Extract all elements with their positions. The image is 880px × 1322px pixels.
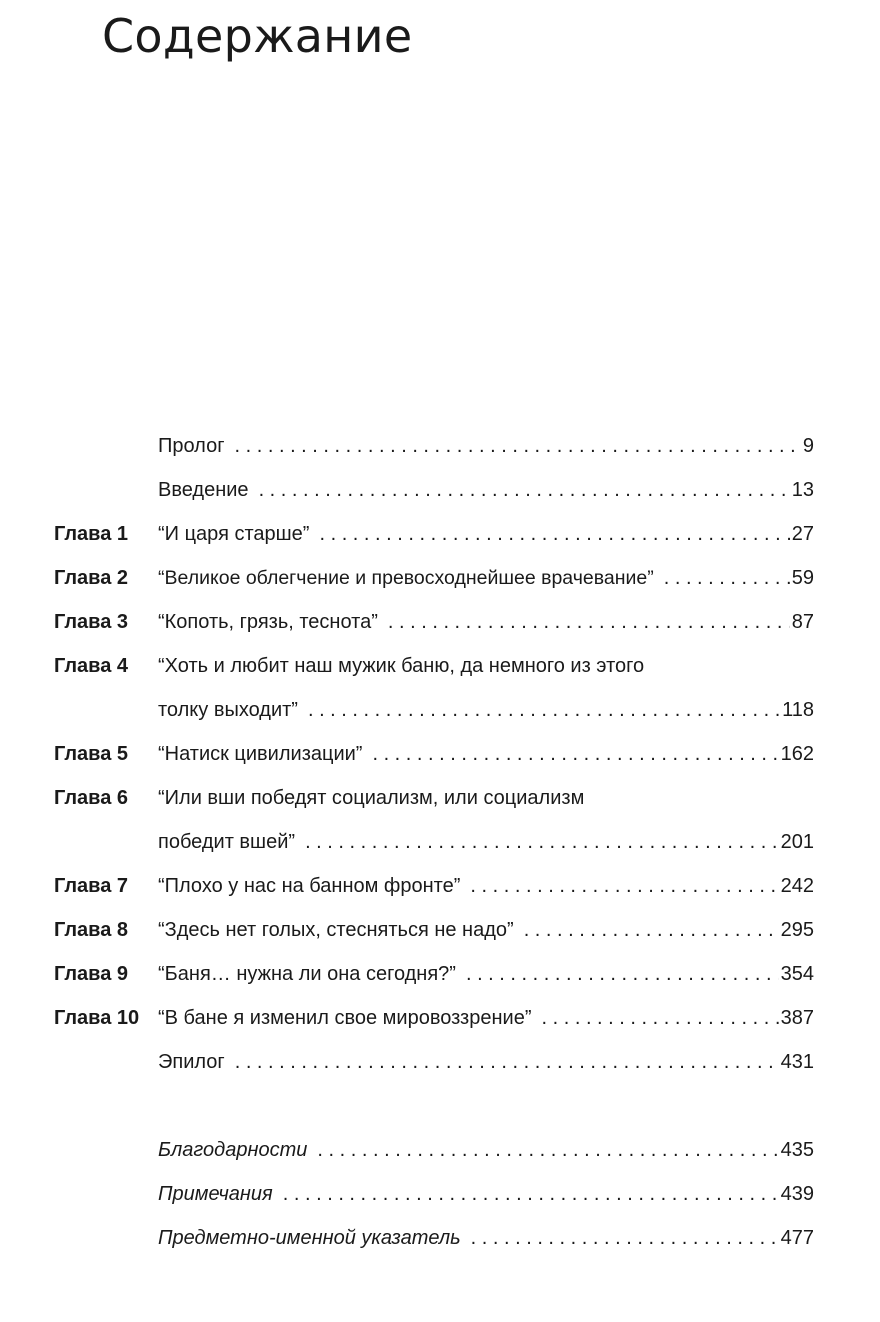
entry-title: “Великое облегчение и превосходнейшее врачевание” <box>158 567 654 589</box>
dot-leader <box>470 872 778 900</box>
toc-entry-epilogue[interactable] <box>0 1040 880 1084</box>
entry-title: Пролог <box>158 435 225 457</box>
dot-leader <box>471 1224 779 1252</box>
dot-leader <box>235 1048 779 1076</box>
page-number: 59 <box>791 567 814 589</box>
chapter-label: Глава 8 <box>54 919 129 941</box>
dot-leader <box>305 828 779 856</box>
toc-entry-introduction[interactable] <box>0 468 880 512</box>
toc-entry-chapter-6[interactable] <box>0 776 880 820</box>
toc-entry-line <box>158 1180 814 1208</box>
toc-entry-chapter-10[interactable] <box>0 996 880 1040</box>
dot-leader <box>466 960 779 988</box>
toc-entry-chapter-1[interactable] <box>0 512 880 556</box>
dot-leader <box>664 564 790 592</box>
entry-title-line-1: “Или вши победят социализм, или социализм <box>158 787 585 809</box>
entry-title: “И царя старше” <box>158 523 310 545</box>
toc-entry-line <box>158 564 814 592</box>
toc-entry-line-1 <box>158 784 814 812</box>
page-number: 242 <box>780 875 814 897</box>
toc-entry-acknowledgements[interactable] <box>0 1128 880 1172</box>
entry-title-line-2: победит вшей” <box>158 831 296 853</box>
page-number: 201 <box>780 831 814 853</box>
toc-entry-chapter-7[interactable] <box>0 864 880 908</box>
chapter-label: Глава 6 <box>54 787 129 809</box>
chapter-label: Глава 1 <box>54 523 129 545</box>
page-number: 87 <box>791 611 814 633</box>
chapter-label: Глава 4 <box>54 655 129 677</box>
toc-entry-line <box>158 476 814 504</box>
page-number: 435 <box>780 1139 814 1161</box>
page-number: 9 <box>802 435 814 457</box>
page-number: 162 <box>780 743 814 765</box>
chapter-label: Глава 7 <box>54 875 129 897</box>
page-title: Содержание <box>102 9 413 63</box>
dot-leader <box>524 916 779 944</box>
entry-title-line-1: “Хоть и любит наш мужик баню, да немного из этого <box>158 655 645 677</box>
entry-title: Благодарности <box>158 1139 308 1161</box>
page-number: 27 <box>791 523 814 545</box>
toc-entry-line <box>158 432 814 460</box>
entry-title: Примечания <box>158 1183 273 1205</box>
entry-title: “Плохо у нас на банном фронте” <box>158 875 461 897</box>
toc-entry-chapter-5[interactable] <box>0 732 880 776</box>
page-number: 431 <box>780 1051 814 1073</box>
dot-leader <box>372 740 778 768</box>
page-number: 13 <box>791 479 814 501</box>
dot-leader <box>235 432 801 460</box>
toc-entry-line-2 <box>158 696 814 724</box>
chapter-label: Глава 9 <box>54 963 129 985</box>
toc-entry-line-1 <box>158 652 814 680</box>
entry-title: Введение <box>158 479 249 501</box>
chapter-label: Глава 2 <box>54 567 129 589</box>
toc-entry-line <box>158 1136 814 1164</box>
entry-title: “Баня… нужна ли она сегодня?” <box>158 963 456 985</box>
entry-title: “Натиск цивилизации” <box>158 743 363 765</box>
chapter-label: Глава 3 <box>54 611 129 633</box>
dot-leader <box>541 1004 778 1032</box>
toc-entry-line <box>158 1004 814 1032</box>
toc-entry-line <box>158 872 814 900</box>
entry-title: “Здесь нет голых, стесняться не надо” <box>158 919 514 941</box>
toc-entry-chapter-6-continued[interactable] <box>0 820 880 864</box>
toc-entry-chapter-9[interactable] <box>0 952 880 996</box>
toc-entry-prologue[interactable] <box>0 424 880 468</box>
toc-entry-line <box>158 740 814 768</box>
toc-entry-line <box>158 1224 814 1252</box>
entry-title: “Копоть, грязь, теснота” <box>158 611 378 633</box>
page-number: 387 <box>780 1007 814 1029</box>
page-number: 118 <box>782 699 814 721</box>
toc-entry-chapter-3[interactable] <box>0 600 880 644</box>
page-number: 477 <box>780 1227 814 1249</box>
entry-title: Эпилог <box>158 1051 225 1073</box>
dot-leader <box>308 696 780 724</box>
page-number: 354 <box>780 963 814 985</box>
toc-entry-chapter-4[interactable] <box>0 644 880 688</box>
chapter-label: Глава 10 <box>54 1007 140 1029</box>
page-number: 439 <box>780 1183 814 1205</box>
dot-leader <box>283 1180 779 1208</box>
toc-entry-line-2 <box>158 828 814 856</box>
toc-entry-line <box>158 608 814 636</box>
chapter-label: Глава 5 <box>54 743 129 765</box>
toc-entry-chapter-8[interactable] <box>0 908 880 952</box>
toc-entry-chapter-2[interactable] <box>0 556 880 600</box>
toc-entry-line <box>158 1048 814 1076</box>
entry-title: “В бане я изменил свое мировоззрение” <box>158 1007 532 1029</box>
dot-leader <box>259 476 790 504</box>
toc-entry-line <box>158 520 814 548</box>
toc-entry-index[interactable] <box>0 1216 880 1260</box>
toc-entry-chapter-4-continued[interactable] <box>0 688 880 732</box>
entry-title: Предметно-именной указатель <box>158 1227 461 1249</box>
dot-leader <box>317 1136 778 1164</box>
dot-leader <box>319 520 789 548</box>
toc-entry-line <box>158 960 814 988</box>
page-number: 295 <box>780 919 814 941</box>
entry-title-line-2: толку выходит” <box>158 699 298 721</box>
toc-entry-notes[interactable] <box>0 1172 880 1216</box>
dot-leader <box>388 608 790 636</box>
toc-entry-line <box>158 916 814 944</box>
